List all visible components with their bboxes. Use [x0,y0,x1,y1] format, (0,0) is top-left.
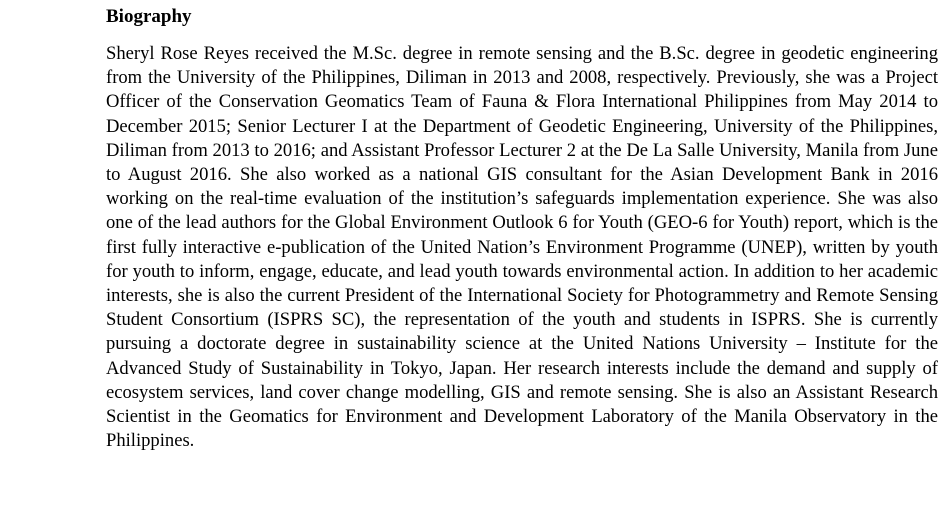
biography-paragraph: Sheryl Rose Reyes received the M.Sc. degree in remote sensing and the B.Sc. degree in geodetic engineering from the University of the Philippines, Diliman in 2013 and 2008, respectively. Previously, she was a Project Officer of the Conservation Geomatics Team of Fauna & Flora International Philippines from May 2014 to December 2015; Senior Lecturer I at the Department of Geodetic Engineering, University of the Philippines, Diliman from 2013 to 2016; and Assistant Professor Lecturer 2 at the De La Salle University, Manila from June to August 2016. She also worked as a national GIS consultant for the Asian Development Bank in 2016 working on the real-time evaluation of the institution’s safeguards implementation experience. She was also one of the lead authors for the Global Environment Outlook 6 for Youth (GEO-6 for Youth) report, which is the first fully interactive e-publication of the United Nation’s Environment Programme (UNEP), written by youth for youth to inform, engage, educate, and lead youth towards environmental action. In addition to her academic interests, she is also the current President of the International Society for Photogrammetry and Remote Sensing Student Consortium (ISPRS SC), the representation of the youth and students in ISPRS. She is currently pursuing a doctorate degree in sustainability science at the United Nations University – Institute for the Advanced Study of Sustainability in Tokyo, Japan. Her research interests include the demand and supply of ecosystem services, land cover change modelling, GIS and remote sensing. She is also an Assistant Research Scientist in the Geomatics for Environment and Development Laboratory of the Manila Observatory in the Philippines. [106,43,938,452]
document-page [106,6,938,453]
section-heading: Biography [106,6,192,27]
